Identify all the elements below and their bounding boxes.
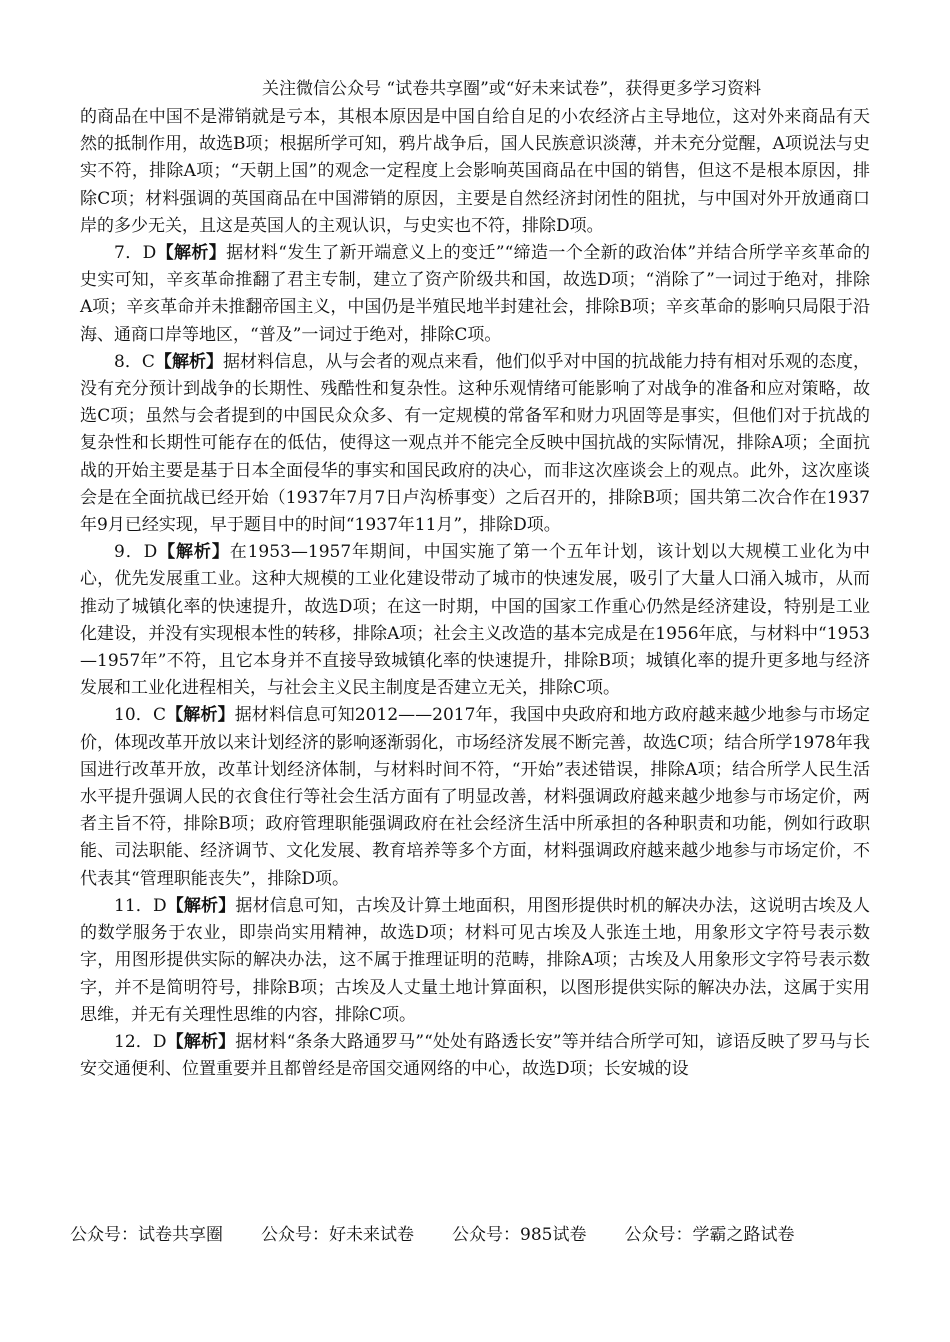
footer-account-2: 公众号：好未来试卷: [261, 1225, 414, 1245]
item-number: 10．: [114, 705, 153, 726]
page-footer: [70, 1224, 890, 1246]
item-text: 据材料信息可知2012——2017年，我国中央政府和地方政府越来越少地参与市场定价，体现改革开放以来计划经济的影响逐渐弱化，市场经济发展不断完善，故选C项；结合所学1978年我国进行改革开放，改革计划经济体制，与材料时间不符，“开始”表述错误，排除A项；结合所学人民生活水平提升强调人民的衣食住行等社会生活方面有了明显改善，材料强调政府越来越少地参与市场定价，两者主旨不符，排除B项；政府管理职能强调政府在社会经济生活中所承担的各种职责和功能，例如行政职能、司法职能、经济调节、文化发展、教育培养等多个方面，材料强调政府越来越少地参与市场定价，不代表其“管理职能丧失”，排除D项。: [80, 705, 871, 889]
item-text: 据材料信息，从与会者的观点来看，他们似乎对中国的抗战能力持有相对乐观的态度，没有充分预计到战争的长期性、残酷性和复杂性。这种乐观情绪可能影响了对战争的准备和应对策略，故选C项；虽然与会者提到的中国民众众多、有一定规模的常备军和财力巩固等是事实，但他们对于抗战的复杂性和长期性可能存在的低估，使得这一观点并不能完全反映中国抗战的实际情况，排除A项；全面抗战的开始主要是基于日本全面侵华的事实和国民政府的决心，而非这次座谈会上的观点。此外，这次座谈会是在全面抗战已经开始（1937年7月7日卢沟桥事变）之后召开的，排除B项；国共第二次合作在1937年9月已经实现，早于题目中的时间“1937年11月”，排除D项。: [80, 351, 871, 536]
item-answer: D: [143, 542, 158, 563]
item-answer: D: [152, 895, 167, 916]
item-text: 据材料“条条大路通罗马”“处处有路透长安”等并结合所学可知，谚语反映了罗马与长安交通便利、位置重要并且都曾经是帝国交通网络的中心，故选D项；长安城的设: [80, 1031, 871, 1080]
item-answer: C: [141, 351, 155, 372]
page-header: 关注微信公众号 “试卷共享圈”或“好未来试卷”，获得更多学习资料: [262, 79, 762, 99]
item-text: 据材信息可知，古埃及计算土地面积，用图形提供时机的解决办法，这说明古埃及人的数学服务于农业，即崇尚实用精神，故选D项；材料可见古埃及人张连土地，用象形文字符号表示数字，用图形提供实际的解决办法，这不属于推理证明的范畴，排除A项；古埃及人用象形文字符号表示数字，并不是简明符号，排除B项；古埃及人丈量土地计算面积，以图形提供实际的解决办法，这属于实用思维，并无有关理性思维的内容，排除C项。: [80, 895, 870, 1025]
item-number: 8．: [114, 351, 142, 372]
answer-explanations: [80, 104, 870, 1083]
item-answer: C: [152, 705, 166, 726]
item-number: 12．: [114, 1031, 153, 1052]
item-answer: D: [152, 1031, 167, 1052]
item-number: 9．: [114, 542, 144, 563]
footer-account-3: 公众号：985试卷: [452, 1225, 587, 1245]
explanation-item-7: [80, 240, 870, 349]
explanation-item-11: [80, 893, 870, 1029]
footer-account-4: 公众号：学霸之路试卷: [624, 1225, 795, 1245]
explanation-item-9: [80, 539, 870, 702]
item-number: 7．: [114, 243, 143, 264]
analysis-tag: 【解析】: [166, 895, 236, 916]
explanation-item-8: [80, 349, 870, 539]
intro-paragraph: 的商品在中国不是滞销就是亏本，其根本原因是中国自给自足的小农经济占主导地位，这对外来商品有天然的抵制作用，故选B项；根据所学可知，鸦片战争后，国人民族意识淡薄，并未充分觉醒，A项说法与史实不符，排除A项；“天朝上国”的观念一定程度上会影响英国商品在中国的销售，但这不是根本原因，排除C项；材料强调的英国商品在中国滞销的原因，主要是自然经济封闭性的阻扰，与中国对外开放通商口岸的多少无关，且这是英国人的主观认识，与史实也不符，排除D项。: [80, 107, 870, 236]
explanation-item-10: [80, 702, 870, 892]
analysis-tag: 【解析】: [154, 351, 224, 372]
item-text: 在1953—1957年期间，中国实施了第一个五年计划，该计划以大规模工业化为中心，优先发展重工业。这种大规模的工业化建设带动了城市的快速发展，吸引了大量人口涌入城市，从而推动了城镇化率的快速提升，故选D项；在这一时期，中国的国家工作重心仍然是经济建设，特别是工业化建设，并没有实现根本性的转移，排除A项；社会主义改造的基本完成是在1956年底，与材料中“1953—1957年”不符，且它本身并不直接导致城镇化率的快速提升，排除B项；城镇化率的提升更多地与经济发展和工业化进程相关，与社会主义民主制度是否建立无关，排除C项。: [80, 542, 871, 699]
analysis-tag: 【解析】: [157, 542, 230, 563]
analysis-tag: 【解析】: [156, 243, 227, 264]
item-text: 据材料“发生了新开端意义上的变迁”“缔造一个全新的政治体”并结合所学辛亥革命的史实可知，辛亥革命推翻了君主专制，建立了资产阶级共和国，故选D项；“消除了”一词过于绝对，排除A项；辛亥革命并未推翻帝国主义，中国仍是半殖民地半封建社会，排除B项；辛亥革命的影响只局限于沿海、通商口岸等地区，“普及”一词过于绝对，排除C项。: [80, 243, 870, 345]
analysis-tag: 【解析】: [166, 1031, 236, 1052]
footer-account-1: 公众号：试卷共享圈: [70, 1225, 223, 1245]
analysis-tag: 【解析】: [165, 705, 235, 726]
item-answer: D: [142, 243, 157, 264]
item-number: 11．: [114, 895, 153, 916]
explanation-item-12: [80, 1029, 870, 1083]
